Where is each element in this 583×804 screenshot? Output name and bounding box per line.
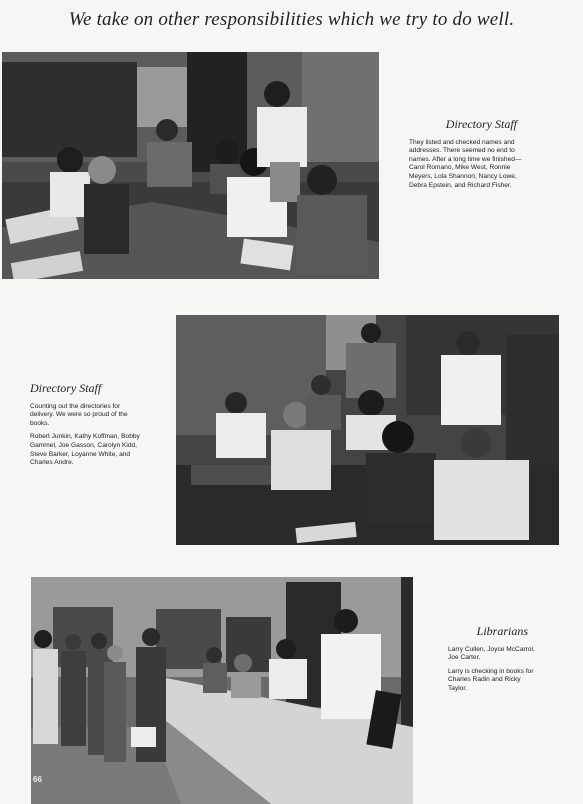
caption-names: Robert Junkin, Kathy Koffman, Bobby Gammel, Joe Gasson, Carolyn Kidd, Steve Barker, Loyanne White, and Charles Andre.	[30, 433, 140, 467]
photo-directory-staff-counting	[176, 315, 559, 545]
section-title: Directory Staff	[445, 117, 517, 131]
photo-librarians	[31, 577, 413, 804]
section-title: Directory Staff	[30, 381, 102, 395]
caption-librarians	[448, 624, 538, 699]
caption-text: They listed and checked names and addresses. There seemed no end to names. After a long time we finished—Carol Romano, Mike West, Ronnie Meyers, Lola Shannon, Nancy Lowe, Debra Epstein, and Richard Fisher.	[409, 138, 522, 189]
caption-directory-staff-2	[30, 381, 142, 473]
caption-text: Counting out the directories for delivery. We were so proud of the books.	[30, 402, 128, 427]
caption-names: Larry is checking in books for Charles Radin and Ricky Taylor.	[448, 667, 534, 692]
page-headline: We take on other responsibilities which we try to do well.	[68, 9, 515, 30]
caption-text: Larry Cullen, Joyce McCarrol, Joe Carter.	[448, 645, 535, 662]
photo-directory-staff-desks	[2, 52, 379, 279]
page-number: 66	[33, 775, 42, 784]
section-title: Librarians	[476, 624, 528, 638]
caption-directory-staff-1	[409, 117, 529, 195]
